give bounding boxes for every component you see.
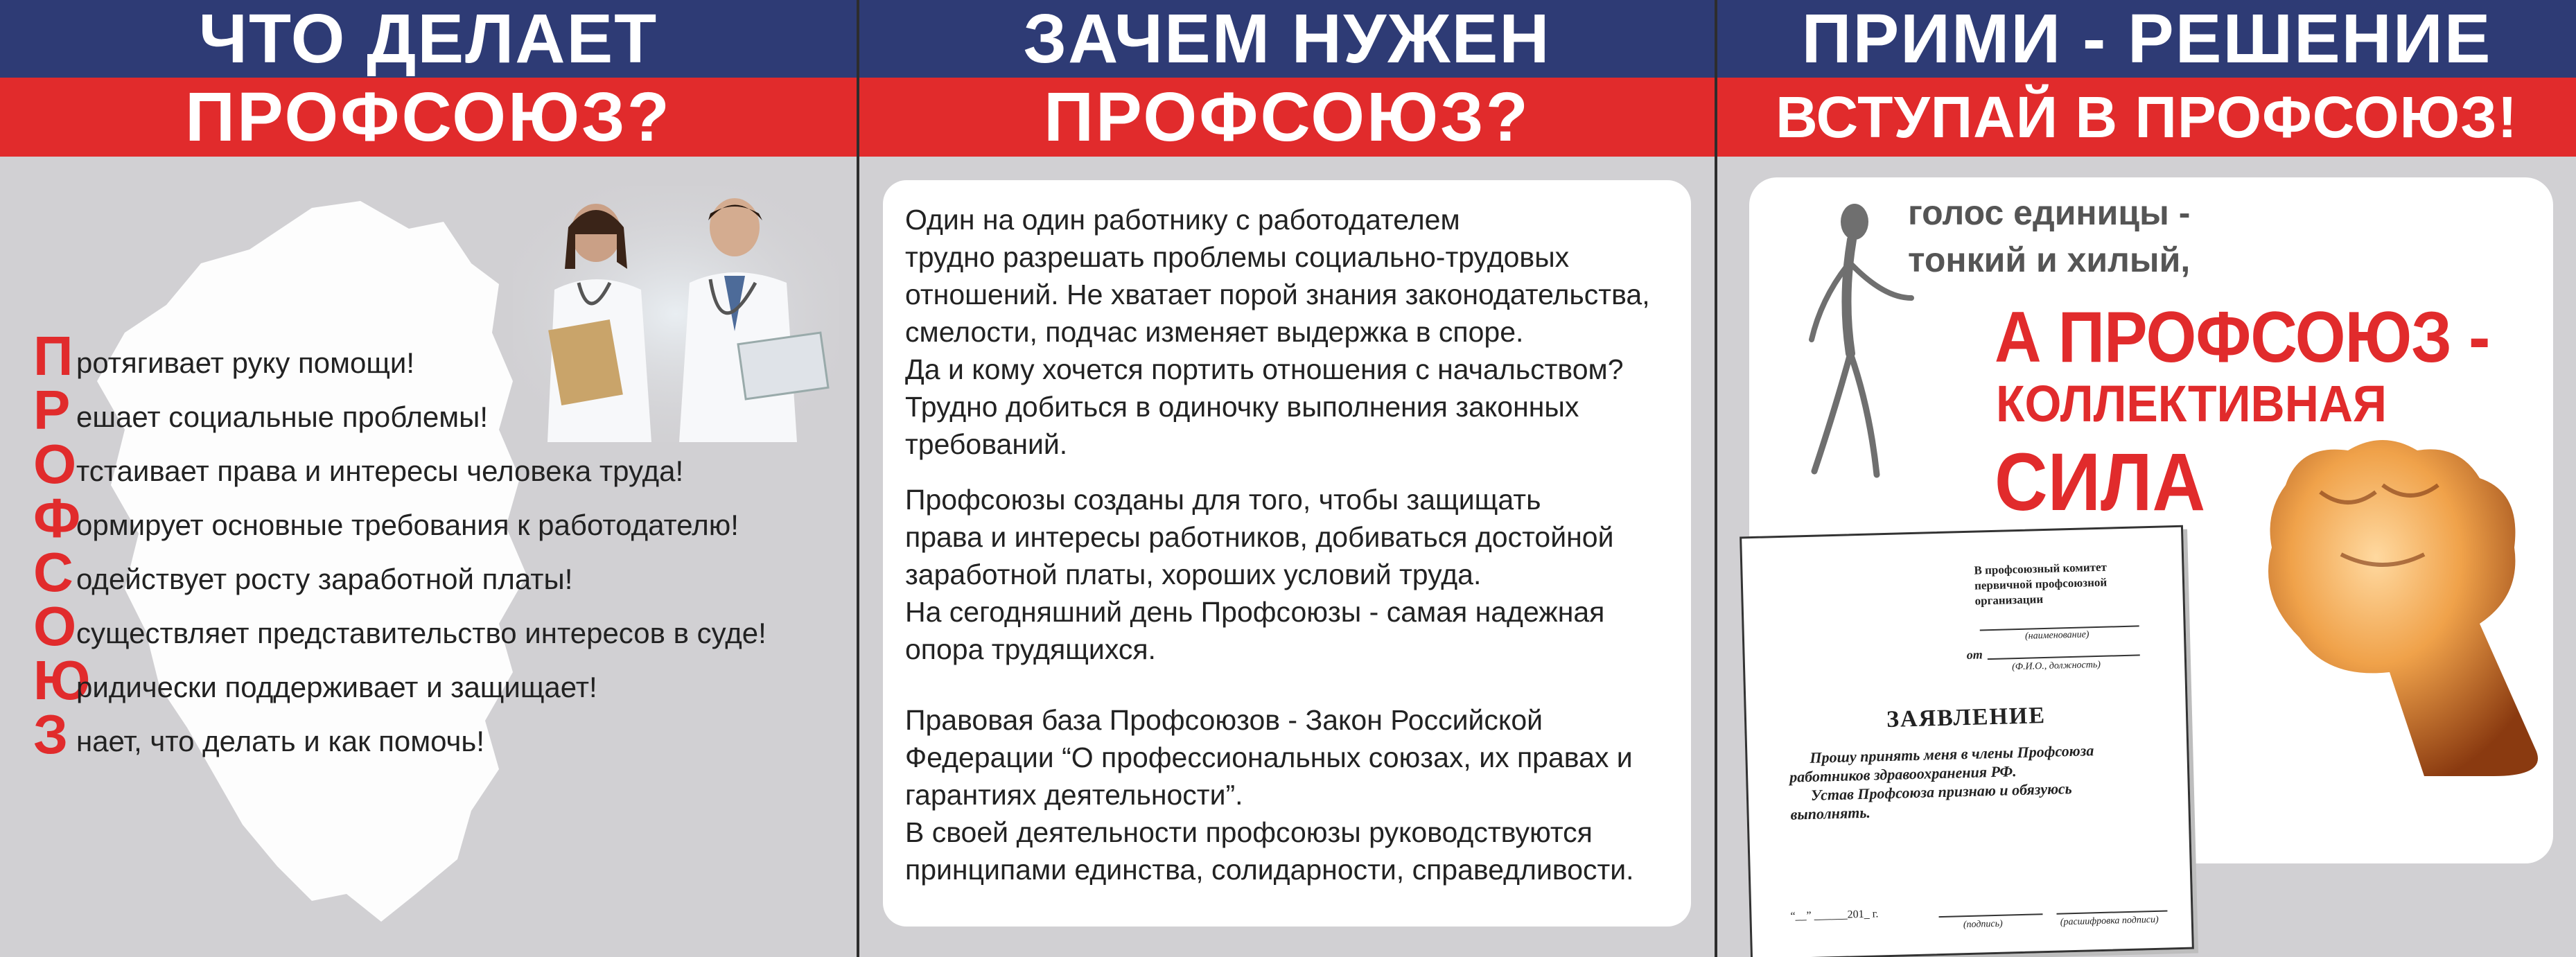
signature-decode-caption: (расшифровка подписи) — [2060, 914, 2159, 928]
text-line: Один на один работнику с работодателем — [905, 204, 1460, 236]
voice-text — [1908, 189, 2190, 283]
paragraph-3 — [905, 701, 1691, 888]
acrostic-initial: Р — [33, 379, 71, 441]
voice-line-2: тонкий и хилый, — [1908, 240, 2191, 279]
acrostic-initial: О — [33, 595, 77, 657]
list-item — [33, 649, 766, 711]
voice-line-1: голос единицы - — [1908, 193, 2191, 232]
text-line: Трудно добиться в одиночку выполнения законных — [905, 391, 1579, 423]
list-item — [33, 703, 766, 765]
panel2-title-line1: ЗАЧЕМ НУЖЕН — [859, 0, 1715, 78]
acrostic-text: ридически поддерживает и защищает! — [76, 671, 597, 703]
acrostic-initial: П — [33, 325, 73, 387]
text-line: Федерации “О профессиональных союзах, их правах и — [905, 741, 1633, 773]
list-item — [33, 541, 766, 603]
form-body-line: Устав Профсоюза признаю и обязуюсь — [1810, 780, 2072, 804]
text-line: требований. — [905, 428, 1068, 460]
slogan-line-3: СИЛА — [1995, 437, 2206, 528]
form-body-line: выполнять. — [1790, 803, 1871, 823]
text-line: трудно разрешать проблемы социально-трудовых — [905, 241, 1570, 273]
panel2-title-line2: ПРОФСОЮЗ? — [859, 78, 1715, 157]
list-item — [33, 433, 766, 495]
form-body-line: Прошу принять меня в члены Профсоюза — [1810, 741, 2094, 766]
signature-caption: (подпись) — [1963, 918, 2003, 931]
organization-name-caption: (наименование) — [2024, 629, 2089, 642]
text-line: опора трудящихся. — [905, 633, 1156, 665]
acrostic-initial: О — [33, 433, 77, 495]
signature-decode-line — [2056, 911, 2167, 915]
acrostic-initial: З — [33, 703, 69, 765]
acrostic-text: ешает социальные проблемы! — [76, 401, 489, 433]
form-addressee — [1974, 559, 2155, 609]
slogan-line-2: КОЛЛЕКТИВНАЯ — [1996, 375, 2387, 432]
panel-what-union-does — [0, 0, 857, 957]
fist-illustration — [2244, 416, 2549, 776]
list-item — [33, 379, 766, 441]
acrostic-text: одействует росту заработной платы! — [76, 563, 573, 595]
acrostic-text: ротягивает руку помощи! — [76, 346, 415, 379]
text-line: Правовая база Профсоюзов - Закон Российской — [905, 704, 1543, 736]
list-item — [33, 595, 766, 657]
text-line: гарантиях деятельности”. — [905, 779, 1243, 811]
thin-figure-illustration — [1800, 201, 1918, 478]
acrostic-initial: Ф — [33, 487, 81, 549]
addressee-line: В профсоюзный комитет — [1974, 560, 2108, 577]
slogan-line-1: А ПРОФСОЮЗ - — [1995, 297, 2490, 378]
signature-line — [1939, 913, 2043, 918]
applicant-name-caption: (Ф.И.О., должность) — [2011, 659, 2101, 673]
form-body-line: работников здравоохранения РФ. — [1789, 762, 2017, 786]
acrostic-list — [33, 325, 766, 765]
text-line: заработной платы, хороших условий труда. — [905, 559, 1482, 590]
addressee-line: организации — [1974, 592, 2044, 608]
text-line: На сегодняшний день Профсоюзы - самая надежная — [905, 596, 1605, 628]
form-body — [1789, 739, 2165, 824]
info-text-card — [883, 180, 1691, 927]
panel-join-union — [1717, 0, 2576, 957]
list-item — [33, 325, 766, 387]
list-item — [33, 487, 766, 549]
panel1-title-line1: ЧТО ДЕЛАЕТ — [0, 0, 857, 78]
date-field: “__” ______201_ г. — [1790, 908, 1879, 922]
text-line: Да и кому хочется портить отношения с начальством? — [905, 353, 1624, 385]
acrostic-text: нает, что делать и как помочь! — [76, 725, 484, 757]
membership-application-form — [1740, 525, 2194, 957]
panel1-title-line2: ПРОФСОЮЗ? — [0, 78, 857, 157]
text-line: В своей деятельности профсоюзы руководствуются — [905, 816, 1593, 848]
acrostic-text: тстаивает права и интересы человека труда! — [76, 455, 684, 487]
panel3-title-line1: ПРИМИ - РЕШЕНИЕ — [1717, 0, 2576, 78]
addressee-line: первичной профсоюзной — [1974, 575, 2108, 592]
from-label: от — [1966, 647, 1983, 662]
text-line: Профсоюзы созданы для того, чтобы защищать — [905, 484, 1541, 516]
form-title: ЗАЯВЛЕНИЕ — [1886, 703, 2047, 733]
acrostic-initial: С — [33, 541, 73, 603]
paragraph-1 — [905, 201, 1691, 463]
text-line: отношений. Не хватает порой знания законодательства, — [905, 279, 1650, 310]
text-line: смелости, подчас изменяет выдержка в споре. — [905, 316, 1524, 348]
panel3-title-line2: ВСТУПАЙ В ПРОФСОЮЗ! — [1717, 78, 2576, 157]
text-line: права и интересы работников, добиваться достойной — [905, 521, 1614, 553]
acrostic-text: существляет представительство интересов в суде! — [76, 617, 766, 649]
applicant-name-line — [1988, 654, 2140, 660]
acrostic-text: ормирует основные требования к работодателю! — [76, 509, 739, 541]
panel-why-union-needed — [859, 0, 1715, 957]
paragraph-2 — [905, 481, 1691, 668]
text-line: принципами единства, солидарности, справедливости. — [905, 854, 1634, 886]
acrostic-initial: Ю — [33, 649, 91, 711]
